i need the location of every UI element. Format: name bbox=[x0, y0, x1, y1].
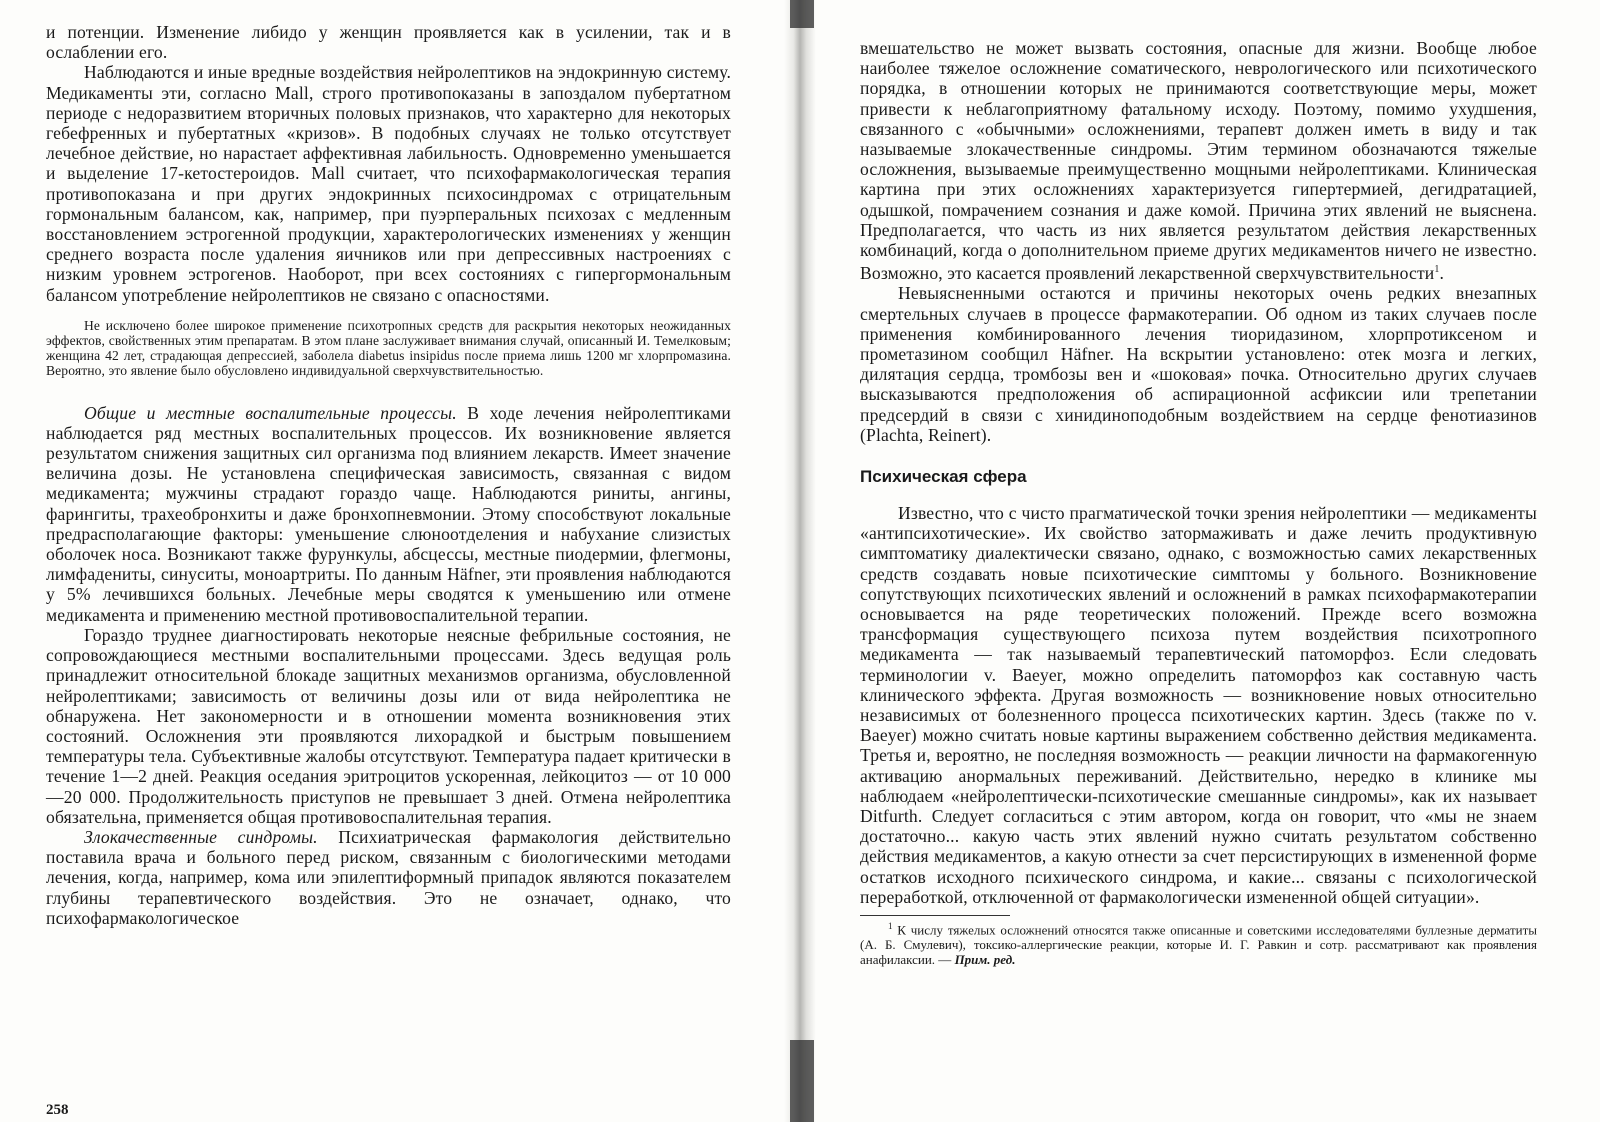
editor-note: Прим. ред. bbox=[954, 952, 1016, 968]
section-heading: Психическая сфера bbox=[860, 466, 1027, 486]
footnote-divider bbox=[860, 915, 1010, 916]
section-title-inflammatory: Общие и местные воспалительные процессы. bbox=[84, 402, 457, 423]
right-paragraph-3: Известно, что с чисто прагматической точки зрения нейролептики — медикаменты «антипсихотические». Их свойство затормаживать и даже лечить продуктивную симптоматику диалектически связано, однако, с возможностью самих лекарственных средств создавать новые психотические симптомы у больного. Возникновение сопутствующих психотических явлений и осложнений в рамках психофармакотерапии основывается на ряде теоретических положений. Прежде всего возможна трансформация существующего психоза путем воздействия психотропного медикамента — так называемый терапевтический патоморфоз. Если следовать терминологии v. Baeyer, можно определить патоморфоз как составную часть клинического эффекта. Другая возможность — возникновение новых относительно независимых от болезненного процесса психотических картин. Здесь (также по v. Baeyer) можно считать новые картины выражением собственно действия медикамента. Третья и, вероятно, не последняя возможность — реакции личности на фармакогенную активацию анормальных переживаний. Действительно, нередко в клинике мы наблюдаем «нейролептически-психотические смешанные синдромы», как их называет Ditfurth. Следует согласиться с этим автором, когда он говорит, что «мы не знаем достаточно... какую часть этих явлений нужно считать результатом собственно действия медикаментов, а какую отнести за счет персистирующих в измененной форме остатков исходного психического синдрома, и какие... связаны с психологической переработкой, отключенной от фармакологически измененной общей ситуации». bbox=[860, 502, 1537, 907]
left-paragraph-5-text: Психиатрическая фармакология действительно поставила врача и больного перед риском, связанным с биологическими методами лечения, когда, например, кома или эпилептиформный припадок являются показателем глубины терапевтического воздействия. Это не означает, однако, что психофармакологическое bbox=[46, 826, 731, 928]
left-paragraph-3 bbox=[46, 403, 731, 625]
left-column bbox=[46, 22, 731, 928]
footnote-text: К числу тяжелых осложнений относятся также описанные и советскими исследователями буллезные дерматиты (А. Б. Смулевич), токсико-аллергические реакции, которые И. Г. Равкин и сотр. рассматривают как проявления анафилаксии. — bbox=[860, 922, 1537, 968]
left-paragraph-3-text: В ходе лечения нейролептиками наблюдается ряд местных воспалительных процессов. Их возникновение является результатом снижения защитных сил организма под влиянием лекарств. Имеет значение величина дозы. Не установлена специфическая зависимость, связанная с видом медикамента; мужчины страдают гораздо чаще. Наблюдаются риниты, ангины, фарингиты, трахеобронхиты и даже бронхопневмонии. Этому способствуют локальные предрасполагающие факторы: уменьшение слюноотделения и набухание слизистых оболочек носа. Возникают также фурункулы, абсцессы, местные пиодермии, флегмоны, лимфадениты, синуситы, моноартриты. По данным Häfner, эти проявления наблюдаются у 5% лечившихся больных. Лечебные меры сводятся к уменьшению или отмене медикамента и применению местной противовоспалительной терапии. bbox=[46, 402, 731, 625]
right-paragraph-1 bbox=[860, 38, 1537, 283]
footnote-ref: 1 bbox=[1434, 264, 1440, 276]
left-page bbox=[0, 0, 790, 1122]
left-paragraph-1: и потенции. Изменение либидо у женщин проявляется как в усилении, так и в ослаблении его. bbox=[46, 22, 731, 63]
right-paragraph-2: Невыясненными остаются и причины некоторых очень редких внезапных смертельных случаев в процессе фармакотерапии. Об одном из таких случаев после применения комбинированного лечения тиоридазином, хлорпротиксеном и прометазином сообщил Häfner. На вскрытии установлено: отек мозга и легких, дилятация сердца, тромбозы вен и «шоковая» почка. Относительно других случаев высказываются предположения об аспирационной асфиксии или трепетании предсердий в связи с хинидиноподобным воздействием на сердце фенотиазинов (Plachta, Reinert). bbox=[860, 283, 1537, 445]
footnote bbox=[860, 919, 1537, 967]
small-print-note: Не исключено более широкое применение психотропных средств для раскрытия некоторых неожиданных эффектов, свойственных этим препаратам. В этом плане заслуживает внимания случай, описанный И. Темелковым; женщина 42 лет, страдающая депрессией, заболела diabetus insipidus после приема лишь 1200 мг хлорпромазина. Вероятно, это явление было обусловлено индивидуальной сверхчувствительностью. bbox=[46, 317, 731, 379]
footnote-mark: 1 bbox=[888, 920, 893, 931]
section-title-malignant: Злокачественные синдромы. bbox=[84, 826, 318, 847]
right-paragraph-1-end: . bbox=[1439, 263, 1445, 284]
page-number: 258 bbox=[46, 1102, 69, 1118]
right-page bbox=[790, 0, 1600, 1122]
right-column bbox=[860, 38, 1537, 967]
right-paragraph-1-text: вмешательство не может вызвать состояния, опасные для жизни. Вообще любое наиболее тяжелое осложнение соматического, неврологического или психотического порядка, в отношении которых не принимаются соответствующие меры, может привести к неблагоприятному фатальному исходу. Поэтому, помимо ухудшения, связанного с «обычными» осложнениями, терапевт должен иметь в виду и так называемые злокачественные синдромы. Этим термином обозначаются тяжелые осложнения, вызываемые преимущественно мощными нейролептиками. Клиническая картина при этих осложнениях характеризуется гипертермией, дегидратацией, одышкой, помрачением сознания и даже комой. Причина этих явлений не выяснена. Предполагается, что часть из них является результатом действия лекарственных комбинаций, когда о дополнительном приеме других медикаментов ничего не известно. Возможно, это касается проявлений лекарственной сверхчувствительности bbox=[860, 38, 1537, 284]
left-paragraph-5 bbox=[46, 827, 731, 928]
left-paragraph-2: Наблюдаются и иные вредные воздействия нейролептиков на эндокринную систему. Медикаменты эти, согласно Mall, строго противопоказаны в запоздалом пубертатном периоде с недоразвитием вторичных половых признаков, что характерно для некоторых гебефренных и пубертатных «кризов». В подобных случаях не только отсутствует лечебное действие, но нарастает аффективная лабильность. Одновременно уменьшается и выделение 17-кетостероидов. Mall считает, что психофармакологическая терапия противопоказана и при других эндокринных психосиндромах с отрицательным гормональным балансом, как, например, при пуэрперальных психозах с медленным восстановлением эстрогенной продукции, характерологических изменениях у женщин среднего возраста после удаления яичников или при депрессивных настроениях с низким уровнем эстрогенов. Наоборот, при всех состояниях с гипергормональным балансом употребление нейролептиков не связано с опасностями. bbox=[46, 62, 731, 305]
left-paragraph-4: Гораздо труднее диагностировать некоторые неясные фебрильные состояния, не сопровождающиеся местными воспалительными процессами. Здесь ведущая роль принадлежит относительной блокаде защитных механизмов организма, обусловленной нейролептиками; зависимость от величины дозы или от вида нейролептика не обнаружена. Нет закономерности и в отношении момента возникновения этих состояний. Осложнения эти проявляются лихорадкой и быстрым повышением температуры тела. Субъективные жалобы отсутствуют. Температура падает критически в течение 1—2 дней. Реакция оседания эритроцитов ускоренная, лейкоцитоз — от 10 000—20 000. Продолжительность приступов не превышает 3 дней. Отмена нейролептика обязательна, применяется общая противовоспалительная терапия. bbox=[46, 624, 731, 827]
